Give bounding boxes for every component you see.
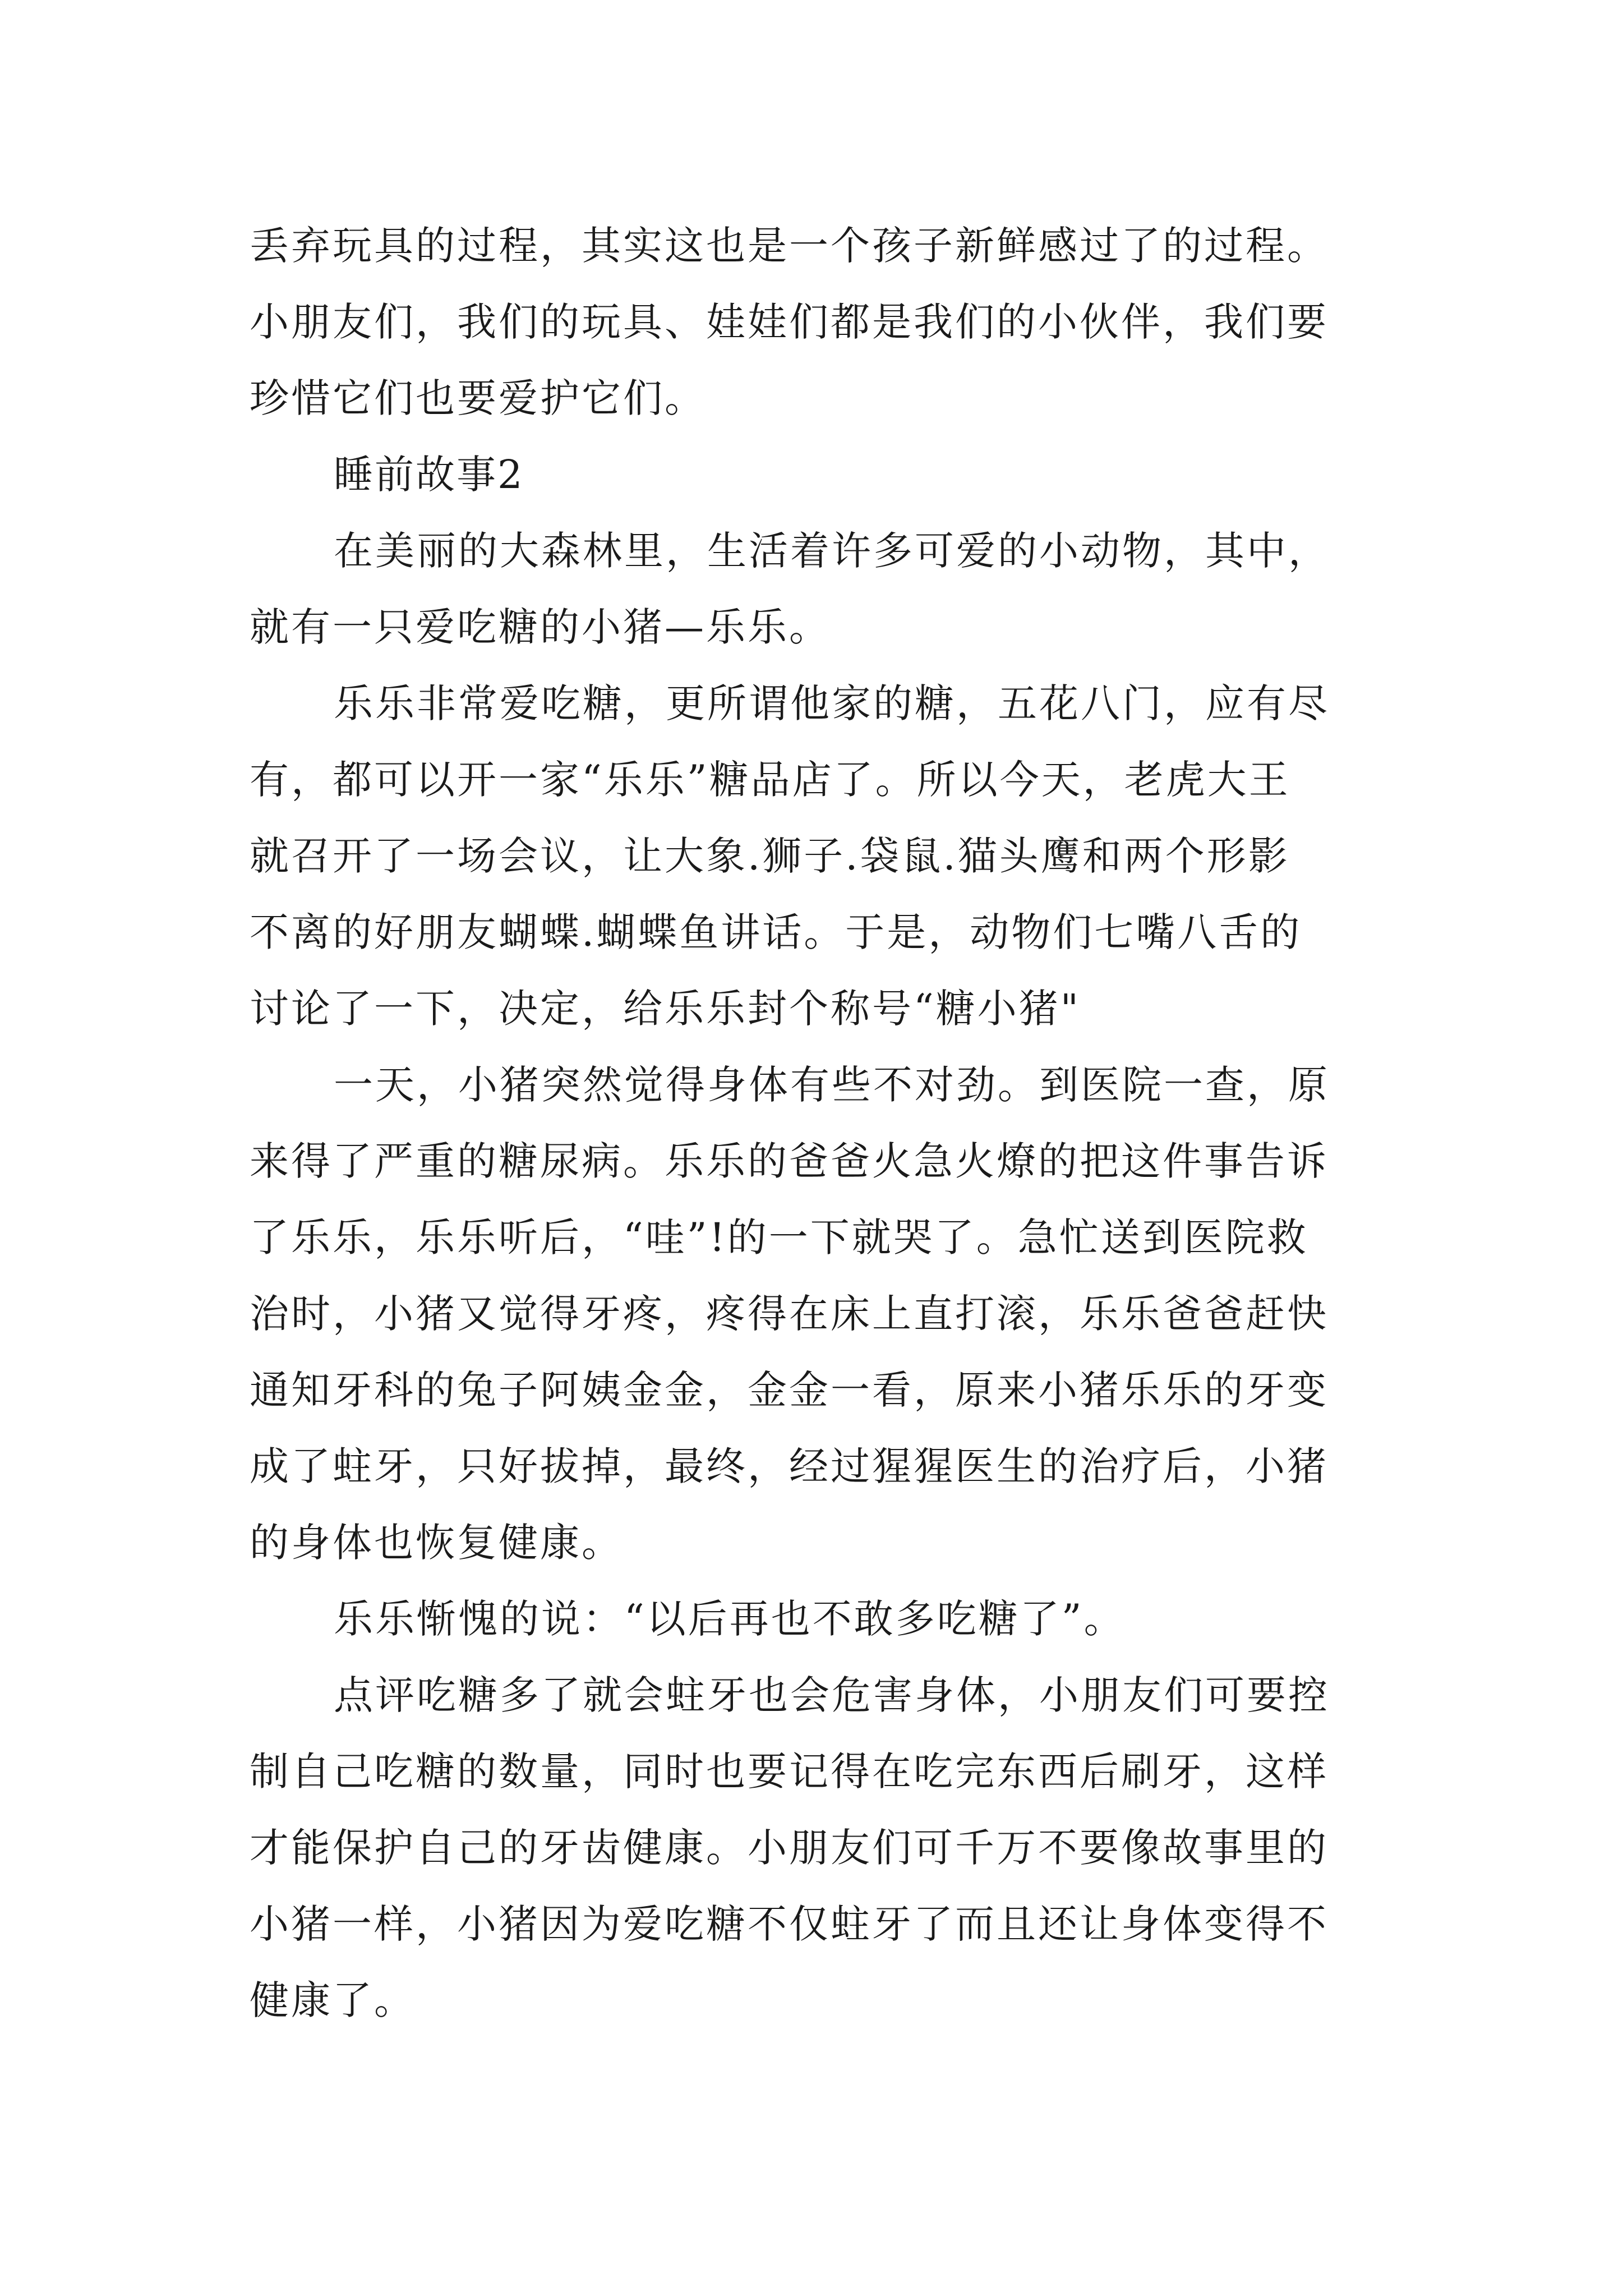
paragraph: [250, 208, 1388, 436]
paragraph: [250, 1047, 1388, 1581]
paragraph: [250, 1657, 1388, 2039]
text-line: 健康了。: [250, 1977, 416, 2023]
paragraph: [250, 1581, 1388, 1657]
text-line: 珍惜它们也要爱护它们。: [250, 375, 706, 421]
text-line: 小猪一样，小猪因为爱吃糖不仅蛀牙了而且还让身体变得不: [250, 1901, 1329, 1947]
text-line: 了乐乐，乐乐听后，“哇”!的一下就哭了。急忙送到医院救: [250, 1214, 1308, 1260]
text-line: 就有一只爱吃糖的小猪—乐乐。: [250, 604, 831, 650]
text-line: 的身体也恢复健康。: [250, 1520, 623, 1566]
text-line: 不离的好朋友蝴蝶.蝴蝶鱼讲话。于是，动物们七嘴八舌的: [250, 909, 1302, 955]
text-line: 一天，小猪突然觉得身体有些不对劲。到医院一查，原: [334, 1062, 1330, 1108]
text-line: 来得了严重的糖尿病。乐乐的爸爸火急火燎的把这件事告诉: [250, 1138, 1329, 1184]
text-line: 治时，小猪又觉得牙疼，疼得在床上直打滚，乐乐爸爸赶快: [250, 1291, 1329, 1337]
paragraph: [250, 665, 1388, 1047]
text-line: 有，都可以开一家“乐乐”糖品店了。所以今天，老虎大王: [250, 757, 1290, 803]
section-heading-text: 睡前故事2: [334, 452, 524, 498]
text-line: 才能保护自己的牙齿健康。小朋友们可千万不要像故事里的: [250, 1825, 1329, 1871]
text-line: 小朋友们，我们的玩具、娃娃们都是我们的小伙伴，我们要: [250, 299, 1329, 345]
text-line: 成了蛀牙，只好拔掉，最终，经过猩猩医生的治疗后，小猪: [250, 1443, 1329, 1489]
text-line: 就召开了一场会议，让大象.狮子.袋鼠.猫头鹰和两个形影: [250, 833, 1290, 879]
document-page: [250, 208, 1388, 2039]
text-line: 讨论了一下，决定，给乐乐封个称号“糖小猪": [250, 986, 1081, 1032]
text-line: 丢弃玩具的过程，其实这也是一个孩子新鲜感过了的过程。: [250, 223, 1329, 269]
text-line: 在美丽的大森林里，生活着许多可爱的小动物，其中，: [334, 528, 1330, 574]
text-line: 通知牙科的兔子阿姨金金，金金一看，原来小猪乐乐的牙变: [250, 1367, 1329, 1413]
text-line: 制自己吃糖的数量，同时也要记得在吃完东西后刷牙，这样: [250, 1749, 1329, 1795]
text-line: 点评吃糖多了就会蛀牙也会危害身体，小朋友们可要控: [334, 1672, 1330, 1718]
section-heading: [250, 436, 1388, 513]
text-line: 乐乐非常爱吃糖，更所谓他家的糖，五花八门，应有尽: [334, 680, 1330, 726]
text-line: 乐乐惭愧的说：“以后再也不敢多吃糖了”。: [334, 1596, 1126, 1642]
paragraph: [250, 513, 1388, 665]
